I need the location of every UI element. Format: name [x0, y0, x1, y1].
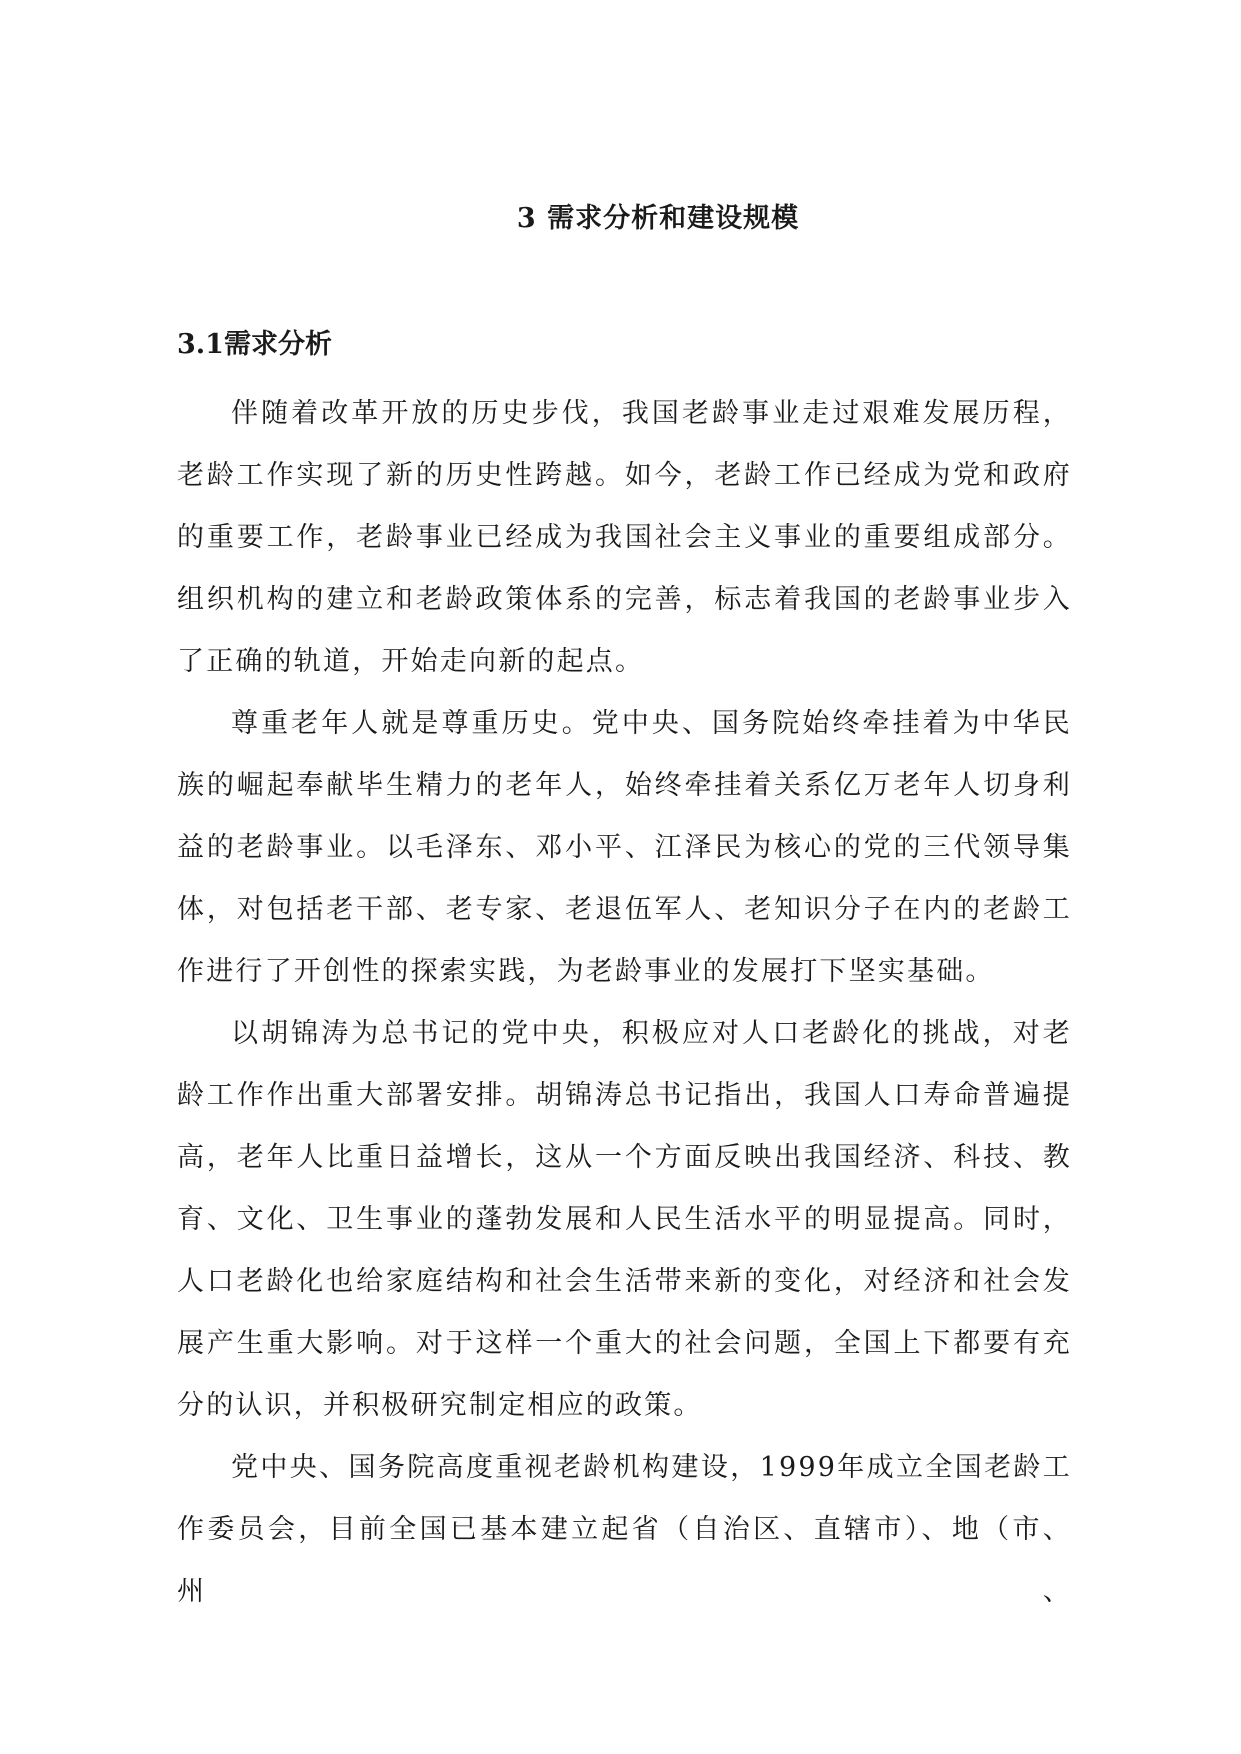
- paragraph: 尊重老年人就是尊重历史。党中央、国务院始终牵挂着为中华民族的崛起奉献毕生精力的老年人，始终牵挂着关系亿万老年人切身利益的老龄事业。以毛泽东、邓小平、江泽民为核心的党的三代领导集体，对包括老干部、老专家、老退伍军人、老知识分子在内的老龄工作进行了开创性的探索实践，为老龄事业的发展打下坚实基础。: [177, 708, 1072, 987]
- paragraph: 伴随着改革开放的历史步伐，我国老龄事业走过艰难发展历程，老龄工作实现了新的历史性跨越。如今，老龄工作已经成为党和政府的重要工作，老龄事业已经成为我国社会主义事业的重要组成部分。组织机构的建立和老龄政策体系的完善，标志着我国的老龄事业步入了正确的轨道，开始走向新的起点。: [177, 398, 1072, 677]
- section-title: 3.1需求分析: [177, 329, 332, 360]
- chapter-title: 3 需求分析和建设规模: [516, 203, 800, 234]
- paragraph: 以胡锦涛为总书记的党中央，积极应对人口老龄化的挑战，对老龄工作作出重大部署安排。胡锦涛总书记指出，我国人口寿命普遍提高，老年人比重日益增长，这从一个方面反映出我国经济、科技、教育、文化、卫生事业的蓬勃发展和人民生活水平的明显提高。同时，人口老龄化也给家庭结构和社会生活带来新的变化，对经济和社会发展产生重大影响。对于这样一个重大的社会问题，全国上下都要有充分的认识，并积极研究制定相应的政策。: [177, 1018, 1072, 1421]
- document-body: [177, 383, 1072, 1623]
- paragraph: 党中央、国务院高度重视老龄机构建设，1999年成立全国老龄工作委员会，目前全国已基本建立起省（自治区、直辖市）、地（市、州、: [177, 1452, 1072, 1607]
